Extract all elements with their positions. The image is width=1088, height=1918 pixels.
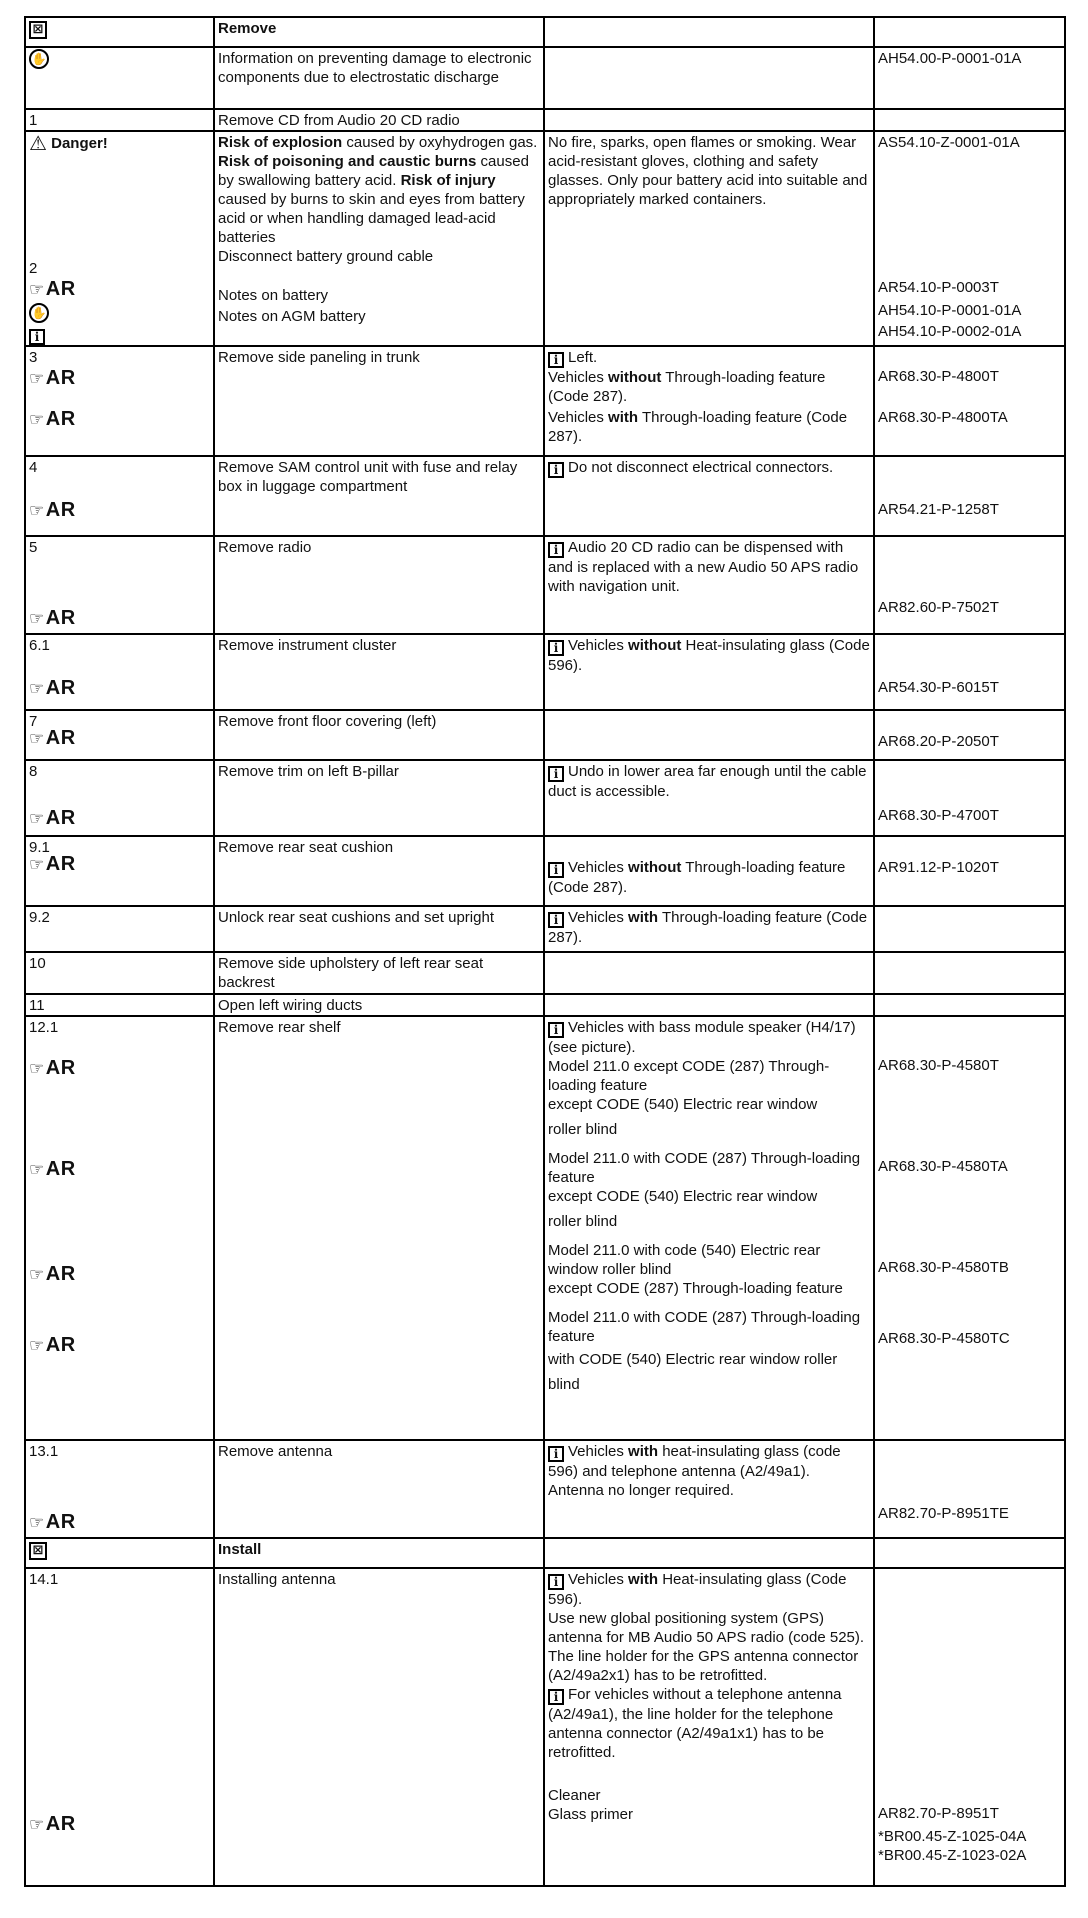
- ar-reference-marker: ☞AR: [29, 1334, 76, 1356]
- note-text: Use new global positioning system (GPS) antenna for MB Audio 50 APS radio (code 525).: [548, 1610, 865, 1646]
- danger-row: [25, 131, 1065, 346]
- step-number: 9.2: [25, 906, 214, 952]
- ar-reference-marker: ☞AR: [29, 367, 76, 389]
- pointing-hand-icon: ☞: [29, 809, 45, 828]
- info-box-icon: i: [29, 329, 45, 345]
- step-ref: AR68.30-P-4800TA: [878, 409, 1008, 426]
- table-row: [25, 906, 1065, 952]
- note-text: The line holder for the GPS antenna connector (A2/49a2x1) has to be retrofitted.: [548, 1648, 859, 1684]
- step-text: Remove trim on left B-pillar: [214, 760, 544, 836]
- step-text: Remove CD from Audio 20 CD radio: [214, 109, 544, 131]
- step-text: Remove front floor covering (left): [214, 710, 544, 760]
- step-ref: AR82.70-P-8951TE: [878, 1505, 1009, 1522]
- ar-reference-marker: ☞AR: [29, 499, 76, 521]
- table-row: [25, 836, 1065, 906]
- danger-ref: AS54.10-Z-0001-01A: [878, 134, 1020, 151]
- variant-text: Model 211.0 with code (540) Electric rear window roller blind: [548, 1242, 821, 1278]
- table-row: [25, 346, 1065, 456]
- pointing-hand-icon: ☞: [29, 369, 45, 388]
- pointing-hand-icon: ☞: [29, 501, 45, 520]
- remove-section-title: Remove: [214, 17, 544, 47]
- danger-text: Risk of explosion caused by oxyhydrogen gas. Risk of poisoning and caustic burns caused by swallowing battery acid. Risk of injury caused by burns to skin and eyes from battery acid or when handling damaged lead-acid batteries: [218, 134, 538, 246]
- info-box-icon: i: [548, 912, 564, 928]
- step-number: 12.1: [29, 1019, 59, 1036]
- pointing-hand-icon: ☞: [29, 1265, 45, 1284]
- pointing-hand-icon: ☞: [29, 1513, 45, 1532]
- info-box-icon: i: [548, 1689, 564, 1705]
- ar-reference-marker: ☞AR: [29, 1158, 76, 1180]
- variant-text: blind: [548, 1376, 580, 1393]
- esd-row: [25, 47, 1065, 109]
- variant-text: roller blind: [548, 1213, 618, 1230]
- table-row: [25, 760, 1065, 836]
- variant-text: Model 211.0 with CODE (287) Through-loading feature: [548, 1150, 861, 1186]
- step-ref: AR68.30-P-4800T: [878, 368, 999, 385]
- variant-text: except CODE (287) Through-loading feature: [548, 1280, 843, 1297]
- pointing-hand-icon: ☞: [29, 1336, 45, 1355]
- step-text: Remove rear shelf: [214, 1016, 544, 1440]
- step-ref: AR68.30-P-4580T: [878, 1057, 999, 1074]
- step-number: 2: [29, 260, 38, 277]
- danger-label: ⚠ Danger!: [29, 131, 108, 155]
- step-number: 8: [29, 763, 38, 780]
- note-text: i Vehicles without Through-loading feature (Code 287).: [548, 859, 846, 896]
- step-number: 9.1: [29, 839, 50, 856]
- step-ref: AR68.30-P-4580TC: [878, 1330, 1010, 1347]
- info-box-icon: i: [548, 1446, 564, 1462]
- note-text: Audio 20 CD radio can be dispensed with and is replaced with a new Audio 50 APS radio with navigation unit.: [548, 539, 859, 595]
- step-ref: AR68.30-P-4580TB: [878, 1259, 1009, 1276]
- wrench-box-icon: ⊠: [29, 21, 47, 39]
- info-box-icon: i: [548, 352, 564, 368]
- table-row: [25, 1016, 1065, 1440]
- info-box-icon: i: [548, 462, 564, 478]
- variant-text: Model 211.0 except CODE (287) Through-loading feature: [548, 1058, 830, 1094]
- pointing-hand-icon: ☞: [29, 1160, 45, 1179]
- procedure-table: [24, 16, 1066, 1887]
- step-text: Remove radio: [214, 536, 544, 634]
- danger-note: No fire, sparks, open flames or smoking. Wear acid-resistant gloves, clothing and safety glasses. Only pour battery acid into suitable and appropriately marked containers.: [544, 131, 874, 346]
- note-text: i Vehicles without Heat-insulating glass (Code 596).: [548, 637, 870, 674]
- ar-reference-marker: ☞AR: [29, 727, 76, 749]
- note-text: i Vehicles with Heat-insulating glass (Code 596).: [548, 1571, 847, 1608]
- esd-ref: AH54.00-P-0001-01A: [874, 47, 1065, 109]
- step-text: Installing antenna: [214, 1568, 544, 1886]
- cleaner-ref: *BR00.45-Z-1025-04A: [878, 1828, 1027, 1845]
- ar-reference-marker: ☞AR: [29, 1511, 76, 1533]
- ar-reference-marker: ☞AR: [29, 1057, 76, 1079]
- step-ref: AR54.10-P-0003T: [878, 279, 999, 296]
- pointing-hand-icon: ☞: [29, 1059, 45, 1078]
- step-text: Remove rear seat cushion: [214, 836, 544, 906]
- esd-hand-icon: ✋: [29, 303, 49, 323]
- info-box-icon: i: [548, 862, 564, 878]
- note-text: Do not disconnect electrical connectors.: [568, 459, 834, 476]
- notes-battery-ref: AH54.10-P-0001-01A: [878, 302, 1022, 319]
- warning-triangle-icon: ⚠: [29, 131, 47, 155]
- step-number: 3: [29, 349, 38, 366]
- note-text: Left.: [568, 349, 598, 366]
- step-ref: AR91.12-P-1020T: [878, 859, 999, 876]
- variant-text: Model 211.0 with CODE (287) Through-loading feature: [548, 1309, 861, 1345]
- note-text: Antenna no longer required.: [548, 1482, 734, 1499]
- table-row: [25, 456, 1065, 536]
- step-text: Remove SAM control unit with fuse and relay box in luggage compartment: [214, 456, 544, 536]
- step-number: 4: [29, 459, 38, 476]
- pointing-hand-icon: ☞: [29, 609, 45, 628]
- wrench-box-icon: ⊠: [29, 1542, 47, 1560]
- step-number: 10: [25, 952, 214, 994]
- step-ref: AR68.30-P-4700T: [878, 807, 999, 824]
- notes-agm: Notes on AGM battery: [218, 308, 366, 325]
- table-row: [25, 634, 1065, 710]
- pointing-hand-icon: ☞: [29, 280, 45, 299]
- table-row: [25, 109, 1065, 131]
- note-text: Vehicles with Through-loading feature (Code 287).: [548, 409, 848, 445]
- ar-reference-marker: ☞AR: [29, 853, 76, 875]
- install-section-row: [25, 1538, 1065, 1568]
- pointing-hand-icon: ☞: [29, 729, 45, 748]
- step-number: 14.1: [29, 1571, 59, 1588]
- notes-agm-ref: AH54.10-P-0002-01A: [878, 323, 1022, 340]
- table-row: [25, 536, 1065, 634]
- step-text: Remove antenna: [214, 1440, 544, 1538]
- info-box-icon: i: [548, 1574, 564, 1590]
- note-text: Vehicles without Through-loading feature (Code 287).: [548, 369, 826, 405]
- step-ref: AR82.60-P-7502T: [878, 599, 999, 616]
- notes-battery: Notes on battery: [218, 287, 329, 304]
- pointing-hand-icon: ☞: [29, 855, 45, 874]
- table-row: [25, 710, 1065, 760]
- step-ref: AR68.30-P-4580TA: [878, 1158, 1008, 1175]
- info-box-icon: i: [548, 640, 564, 656]
- variant-text: except CODE (540) Electric rear window: [548, 1188, 818, 1205]
- remove-section-row: [25, 17, 1065, 47]
- step-text: Open left wiring ducts: [214, 994, 544, 1016]
- note-text: Vehicles with bass module speaker (H4/17) (see picture).: [548, 1019, 856, 1056]
- note-text: Undo in lower area far enough until the cable duct is accessible.: [548, 763, 867, 800]
- step-number: 7: [29, 713, 38, 730]
- info-box-icon: i: [548, 766, 564, 782]
- note-text: i Vehicles with heat-insulating glass (code 596) and telephone antenna (A2/49a1).: [548, 1443, 841, 1480]
- info-box-icon: i: [548, 542, 564, 558]
- step-number: 13.1: [29, 1443, 59, 1460]
- table-row: [25, 952, 1065, 994]
- step-number: 1: [25, 109, 214, 131]
- ar-reference-marker: ☞AR: [29, 1263, 76, 1285]
- step-text: Remove instrument cluster: [214, 634, 544, 710]
- step-text: Remove side upholstery of left rear seat backrest: [214, 952, 544, 994]
- step-number: 11: [25, 994, 214, 1016]
- pointing-hand-icon: ☞: [29, 679, 45, 698]
- glass-primer-ref: *BR00.45-Z-1023-02A: [878, 1847, 1027, 1864]
- material-glass-primer: Glass primer: [548, 1806, 634, 1823]
- variant-text: except CODE (540) Electric rear window: [548, 1096, 818, 1113]
- note-text: i Vehicles with Through-loading feature (Code 287).: [548, 909, 868, 946]
- step-text: Unlock rear seat cushions and set upright: [214, 906, 544, 952]
- step-text: Remove side paneling in trunk: [214, 346, 544, 456]
- step-ref: AR54.30-P-6015T: [878, 679, 999, 696]
- ar-reference-marker: ☞AR: [29, 607, 76, 629]
- table-row: [25, 1440, 1065, 1538]
- info-box-icon: i: [548, 1022, 564, 1038]
- pointing-hand-icon: ☞: [29, 410, 45, 429]
- step-text: Disconnect battery ground cable: [218, 248, 434, 265]
- variant-text: roller blind: [548, 1121, 618, 1138]
- ar-reference-marker: ☞AR: [29, 677, 76, 699]
- ar-reference-marker: ☞AR: [29, 408, 76, 430]
- pointing-hand-icon: ☞: [29, 1815, 45, 1834]
- ar-reference-marker: ☞AR: [29, 807, 76, 829]
- step-ref: AR54.21-P-1258T: [878, 501, 999, 518]
- step-ref: AR82.70-P-8951T: [878, 1805, 999, 1822]
- esd-hand-icon: ✋: [29, 49, 49, 69]
- table-row: [25, 1568, 1065, 1886]
- note-text: For vehicles without a telephone antenna (A2/49a1), the line holder for the telephone antenna connector (A2/49a1x1) has to be retrofitted.: [548, 1686, 842, 1761]
- step-ref: AR68.20-P-2050T: [878, 733, 999, 750]
- ar-reference-marker: ☞AR: [29, 1813, 76, 1835]
- table-row: [25, 994, 1065, 1016]
- install-section-title: Install: [214, 1538, 544, 1568]
- esd-text: Information on preventing damage to electronic components due to electrostatic discharge: [214, 47, 544, 109]
- step-number: 5: [29, 539, 38, 556]
- material-cleaner: Cleaner: [548, 1787, 601, 1804]
- ar-reference-marker: ☞AR: [29, 278, 76, 300]
- step-number: 6.1: [29, 637, 50, 654]
- variant-text: with CODE (540) Electric rear window roller: [548, 1351, 838, 1368]
